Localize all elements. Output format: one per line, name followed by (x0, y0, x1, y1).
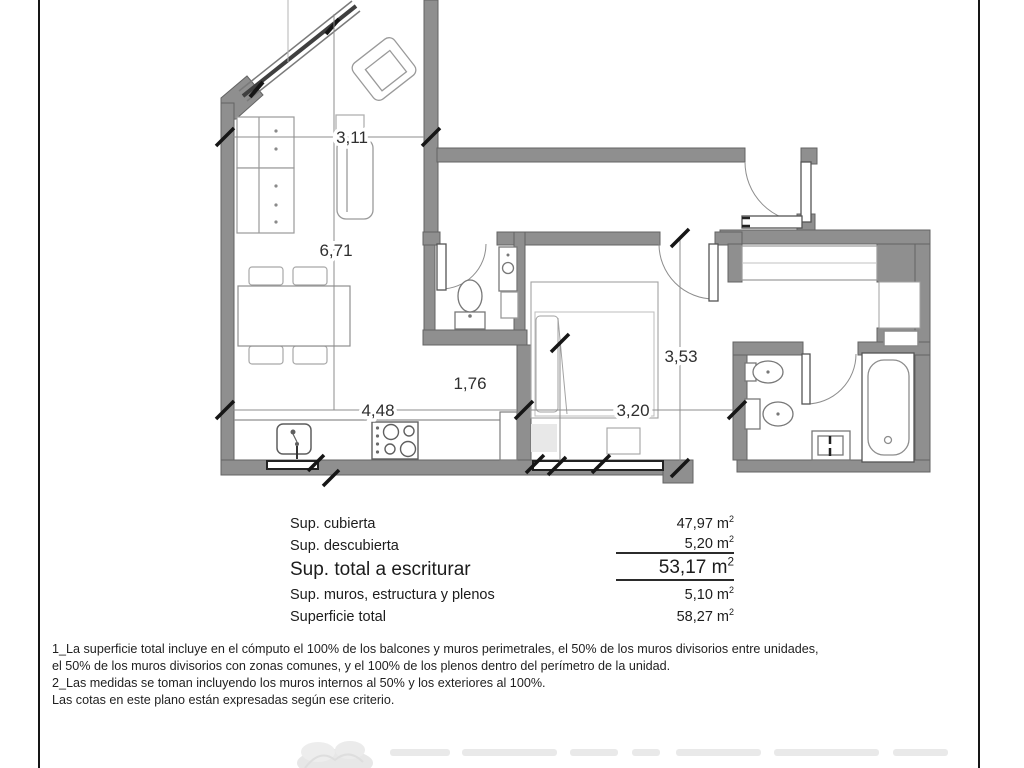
bedroom-door (659, 244, 718, 301)
dimension-lines (228, 14, 737, 468)
chair (249, 346, 283, 364)
dim-living-width: 3,11 (336, 128, 368, 147)
bidet-icon (745, 361, 783, 383)
bath-shelf (501, 292, 518, 318)
washbasin-icon (499, 247, 517, 291)
dim-kitchen-pass: 1,76 (453, 374, 487, 393)
plan-notes (52, 641, 968, 709)
dim-bedroom-depth: 3,53 (664, 347, 698, 366)
surface-table (290, 510, 734, 625)
row-value: 53,17 $m^2$ (616, 557, 734, 581)
chair (249, 267, 283, 285)
row-label: Superficie total (290, 609, 386, 625)
row-value: 5,10 $m^2$ (684, 585, 734, 603)
wall-shelf-box (884, 331, 918, 346)
row-label: Sup. cubierta (290, 516, 376, 532)
tall-cabinets (237, 117, 294, 233)
watermark-logo (297, 741, 948, 768)
bathroom-door (802, 354, 856, 404)
dim-living-depth: 6,71 (319, 241, 353, 260)
wall-entry-south (720, 230, 930, 244)
watermark-text-smudge (390, 749, 948, 756)
row-label: Sup. descubierta (290, 538, 399, 554)
wall-right (915, 244, 930, 472)
nightstand (607, 428, 640, 454)
toilet-icon (745, 399, 793, 429)
row-label: Sup. muros, estructura y plenos (290, 587, 495, 603)
entry-niche (879, 282, 920, 328)
chair (293, 267, 327, 285)
table-row (290, 510, 734, 532)
table-row-total (290, 554, 734, 581)
bedroom-furniture (531, 246, 877, 454)
note-line: el 50% de los muros divisorios con zonas comunes, y el 100% de los plenos dentro del perímetro de la unidad. (52, 659, 671, 673)
bed-pillow (536, 316, 558, 412)
wall-living-east (424, 0, 438, 245)
nightstand (531, 424, 557, 452)
small-bathroom (455, 247, 518, 329)
wardrobe (742, 246, 877, 280)
row-value: 58,27 $m^2$ (676, 607, 734, 625)
vanity-sink-icon (812, 431, 850, 460)
chair (293, 346, 327, 364)
toilet-icon (455, 280, 485, 329)
dining-set (238, 267, 350, 364)
bathtub-icon (862, 353, 914, 462)
armchair (349, 35, 418, 103)
wall-hall-north (437, 148, 745, 162)
dim-kitchen-width: 4,48 (361, 401, 395, 420)
dining-table (238, 286, 350, 346)
small-bath-door (437, 244, 486, 290)
wall-smallbath-south (423, 330, 527, 345)
row-value: 47,97 $m^2$ (676, 514, 734, 532)
note-line: Las cotas en este plano están expresadas según ese criterio. (52, 693, 395, 707)
stove-icon (372, 422, 418, 459)
kitchen-sink-icon (277, 424, 311, 459)
note-line: 1_La superficie total incluye en el cómputo el 100% de los balcones y muros perimetrales, el 50% de los muros divisorios entre unidades, (52, 642, 819, 656)
counter-endcap (500, 412, 517, 460)
table-row (290, 581, 734, 603)
balcony-glazing (239, 0, 360, 101)
note-line: 2_Las medidas se toman incluyendo los muros internos al 50% y los exteriores al 100%. (52, 676, 546, 690)
main-bathroom (745, 353, 914, 462)
row-value: 5,20 $m^2$ (616, 536, 734, 554)
table-row (290, 603, 734, 625)
table-row (290, 532, 734, 554)
row-label: Sup. total a escriturar (290, 559, 471, 580)
entry-door (742, 162, 811, 228)
dim-bedroom-width: 3,20 (616, 401, 650, 420)
